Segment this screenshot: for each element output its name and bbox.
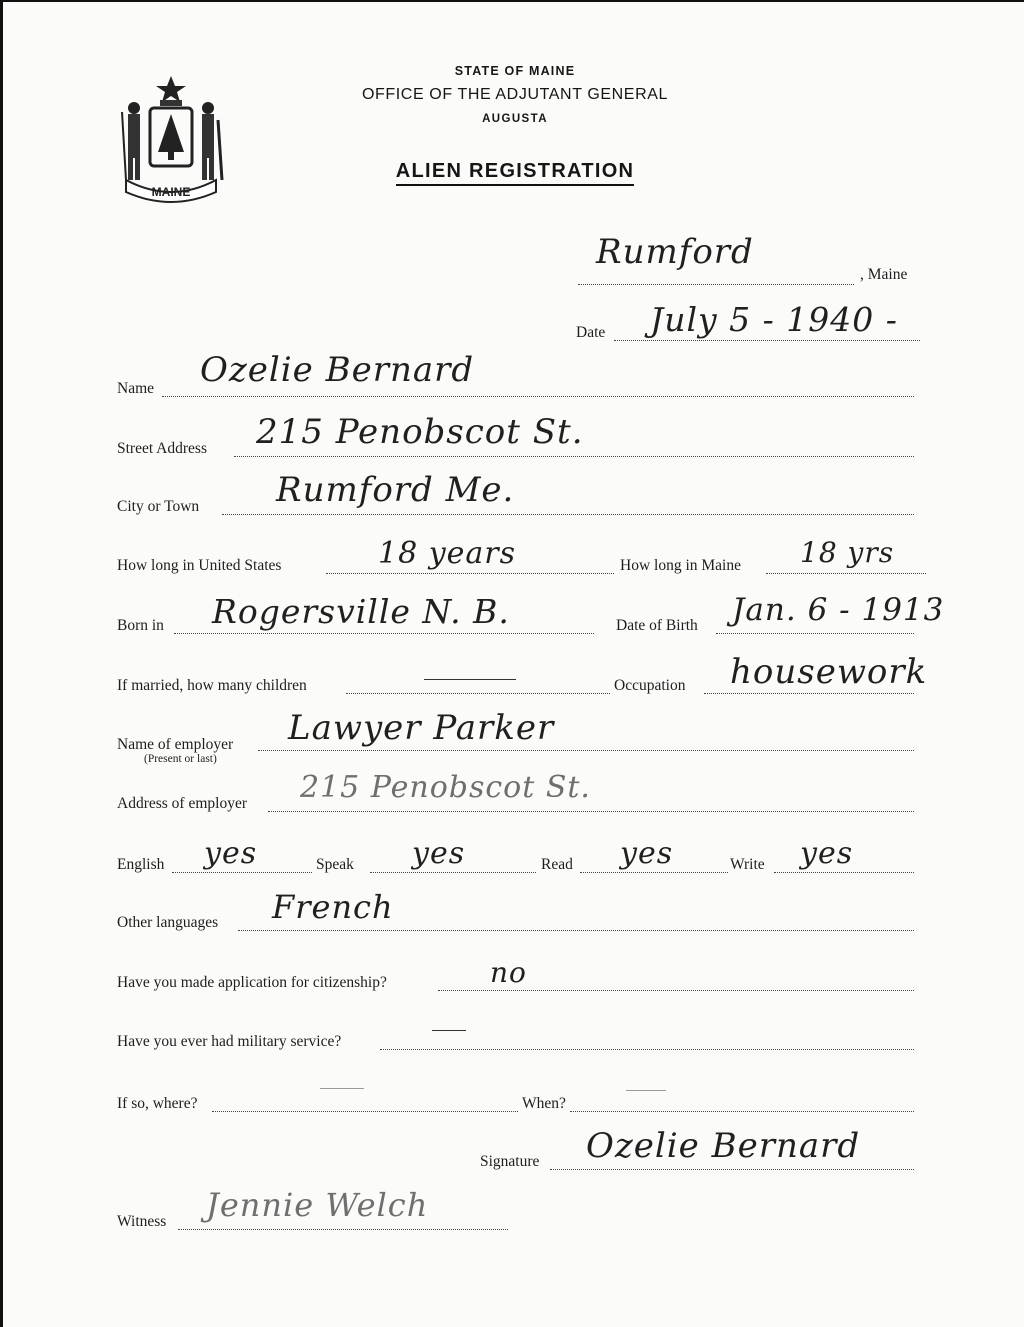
state-heading: STATE OF MAINE [454,64,576,78]
how-long-maine-line [766,573,926,574]
employer-address-line [268,811,914,812]
speak-value: yes [412,836,466,871]
born-in-line [174,633,594,634]
employer-address-value: 215 Penobscot St. [300,770,591,805]
name-line [162,396,914,397]
city-heading: AUGUSTA [482,113,548,125]
signature-value: Ozelie Bernard [586,1126,861,1166]
when-dash [626,1090,666,1091]
read-line [580,872,728,873]
employer-line [258,750,914,751]
place-value: Rumford [596,232,754,272]
children-label: If married, how many children [117,677,307,694]
occupation-label: Occupation [614,677,686,694]
write-label: Write [730,856,765,873]
born-in-value: Rogersville N. B. [212,592,510,631]
employer-note: (Present or last) [144,753,217,765]
where-line [212,1111,518,1112]
date-line [614,340,920,341]
street-address-label: Street Address [117,440,207,457]
office-heading: OFFICE OF THE ADJUTANT GENERAL [361,86,669,103]
city-value: Rumford Me. [276,470,515,510]
form-title [300,160,730,183]
date-of-birth-label: Date of Birth [616,617,698,634]
how-long-us-label: How long in United States [117,557,282,574]
name-label: Name [117,380,155,397]
employer-label: Name of employer [117,736,234,753]
speak-line [370,872,536,873]
write-line [774,872,914,873]
citizenship-line [438,990,914,991]
where-dash [320,1088,364,1089]
citizenship-value: no [490,956,527,989]
witness-line [178,1229,508,1230]
occupation-line [704,693,914,694]
other-languages-label: Other languages [117,914,219,931]
military-label: Have you ever had military service? [117,1033,342,1050]
english-label: English [117,856,165,873]
city-label: City or Town [117,498,200,515]
maine-label: , Maine [860,266,908,283]
form-title-text: ALIEN REGISTRATION [396,160,635,186]
military-dash [432,1030,466,1031]
write-value: yes [800,836,854,871]
english-value: yes [204,836,258,871]
street-address-value: 215 Penobscot St. [256,412,584,452]
street-address-line [234,456,914,457]
where-label: If so, where? [117,1095,198,1112]
date-of-birth-value: Jan. 6 - 1913 [732,592,945,628]
date-label: Date [576,324,606,341]
when-line [570,1111,914,1112]
how-long-maine-label: How long in Maine [620,557,741,574]
speak-label: Speak [316,856,354,873]
how-long-maine-value: 18 yrs [800,536,895,569]
date-of-birth-line [716,633,914,634]
witness-label: Witness [117,1213,167,1230]
english-line [172,872,312,873]
witness-value: Jennie Welch [206,1186,429,1224]
place-line [578,284,854,285]
read-value: yes [620,836,674,871]
when-label: When? [522,1095,566,1112]
children-dash [424,679,516,680]
how-long-us-value: 18 years [378,536,517,571]
military-line [380,1049,914,1050]
seal-banner-text: MAINE [151,185,191,199]
employer-address-label: Address of employer [117,795,247,812]
read-label: Read [541,856,573,873]
born-in-label: Born in [117,617,164,634]
how-long-us-line [326,573,614,574]
children-line [346,693,610,694]
other-languages-line [238,930,914,931]
occupation-value: housework [730,652,928,692]
signature-label: Signature [480,1153,540,1170]
name-value: Ozelie Bernard [200,350,475,390]
citizenship-label: Have you made application for citizenship? [117,974,387,991]
date-value: July 5 - 1940 - [650,300,898,339]
signature-line [550,1169,914,1170]
employer-value: Lawyer Parker [288,708,555,748]
other-languages-value: French [272,888,394,926]
state-seal-icon [116,72,226,204]
city-line [222,514,914,515]
